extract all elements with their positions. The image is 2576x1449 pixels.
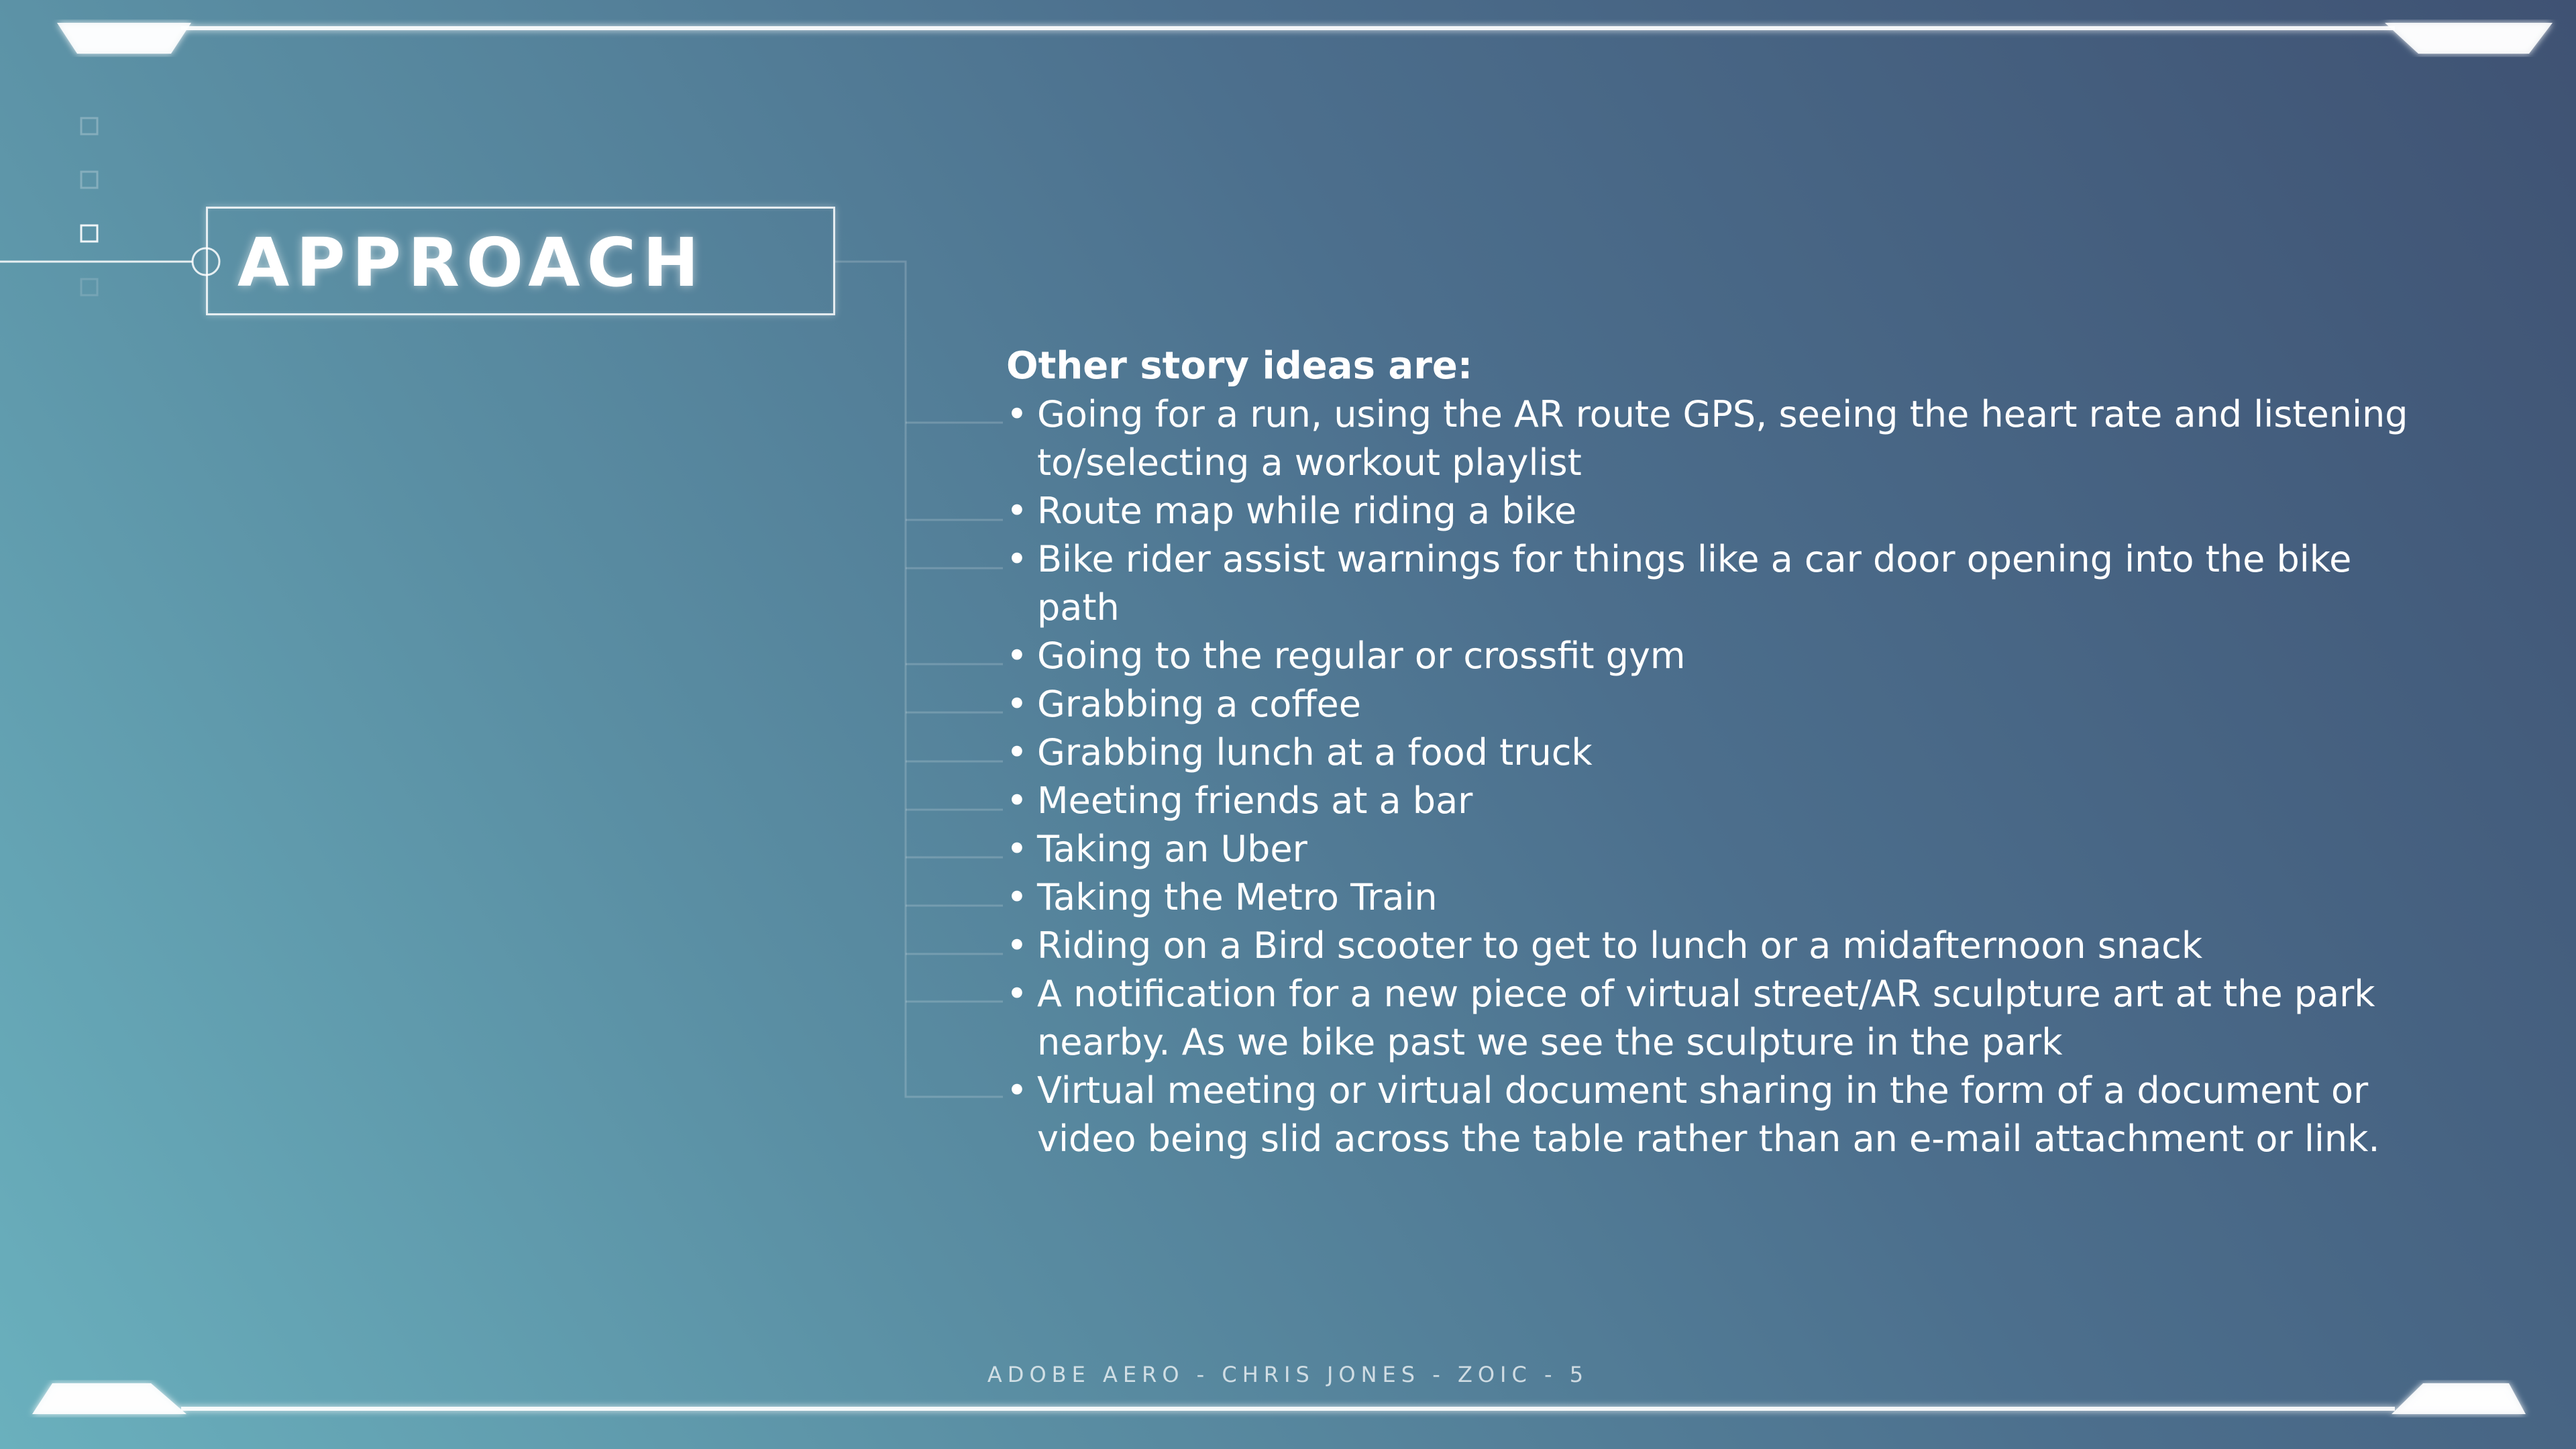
intro-text: Other story ideas are: (1006, 344, 1473, 388)
list-item: • Meeting friends at a bar (1006, 777, 2428, 825)
list-item: • Going for a run, using the AR route GPS, seeing the heart rate and listening to/selecting a workout playlist (1006, 390, 2428, 487)
slide-content (1006, 342, 2428, 1163)
slide-title: APPROACH (237, 223, 706, 302)
story-ideas-list (1006, 390, 2428, 1163)
list-item: • Bike rider assist warnings for things like a car door opening into the bike path (1006, 535, 2428, 632)
bottom-frame-bar (32, 1383, 2526, 1414)
list-item: • A notification for a new piece of virtual street/AR sculpture art at the park nearby. As we bike past we see the sculpture in the park (1006, 970, 2428, 1067)
list-item: • Taking the Metro Train (1006, 873, 2428, 922)
list-bracket-lines (835, 262, 1003, 1097)
list-item: • Grabbing lunch at a food truck (1006, 729, 2428, 777)
title-connector (0, 248, 219, 275)
list-item: • Taking an Uber (1006, 825, 2428, 873)
list-item: • Route map while riding a bike (1006, 487, 2428, 535)
list-item: • Going to the regular or crossfit gym (1006, 632, 2428, 680)
top-frame-bar (57, 23, 2553, 54)
square-markers (81, 118, 97, 295)
list-item: • Virtual meeting or virtual document sharing in the form of a document or video being slid across the table rather than an e-mail attachment or link. (1006, 1067, 2428, 1163)
list-item: • Grabbing a coffee (1006, 680, 2428, 729)
list-item: • Riding on a Bird scooter to get to lunch or a midafternoon snack (1006, 922, 2428, 970)
slide-footer: ADOBE AERO - CHRIS JONES - ZOIC - 5 (987, 1362, 1589, 1387)
